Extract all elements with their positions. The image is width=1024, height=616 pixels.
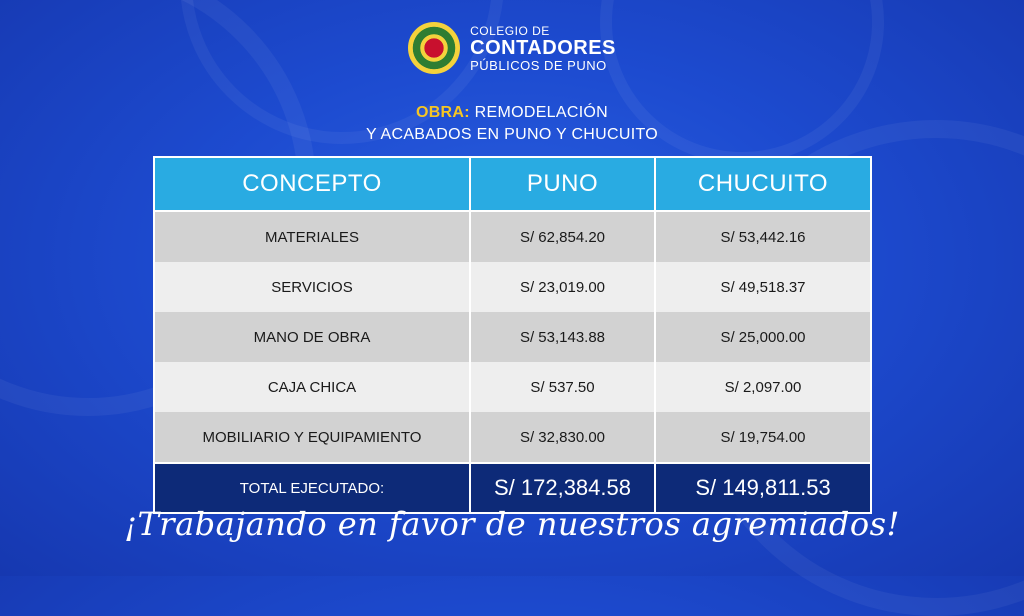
project-title-line-2: Y ACABADOS EN PUNO Y CHUCUITO bbox=[365, 126, 659, 143]
table-row bbox=[154, 362, 871, 412]
row-chucuito-value: S/ 19,754.00 bbox=[655, 412, 871, 463]
row-concept: MANO DE OBRA bbox=[154, 312, 470, 362]
table-row bbox=[154, 412, 871, 463]
project-title-line-1: REMODELACIÓN bbox=[474, 104, 609, 121]
table-row bbox=[154, 262, 871, 312]
row-concept: MATERIALES bbox=[154, 211, 470, 262]
row-concept: MOBILIARIO Y EQUIPAMIENTO bbox=[154, 412, 470, 463]
slogan: ¡Trabajando en favor de nuestros agremiados! bbox=[124, 505, 900, 543]
row-puno-value: S/ 537.50 bbox=[470, 362, 655, 412]
row-chucuito-value: S/ 2,097.00 bbox=[655, 362, 871, 412]
row-puno-value: S/ 53,143.88 bbox=[470, 312, 655, 362]
row-concept: CAJA CHICA bbox=[154, 362, 470, 412]
row-chucuito-value: S/ 25,000.00 bbox=[655, 312, 871, 362]
college-seal-icon bbox=[408, 22, 460, 74]
total-label: TOTAL EJECUTADO: bbox=[154, 463, 470, 513]
total-puno-value: S/ 172,384.58 bbox=[470, 463, 655, 513]
row-puno-value: S/ 32,830.00 bbox=[470, 412, 655, 463]
row-chucuito-value: S/ 49,518.37 bbox=[655, 262, 871, 312]
table-row bbox=[154, 312, 871, 362]
brand-line-2: CONTADORES bbox=[470, 36, 616, 59]
brand-name bbox=[470, 25, 616, 72]
header bbox=[0, 22, 1024, 74]
brand-line-3: PÚBLICOS DE PUNO bbox=[470, 57, 607, 73]
brand-line-1: COLEGIO DE bbox=[470, 23, 550, 38]
row-concept: SERVICIOS bbox=[154, 262, 470, 312]
table-row bbox=[154, 211, 871, 262]
row-chucuito-value: S/ 53,442.16 bbox=[655, 211, 871, 262]
total-chucuito-value: S/ 149,811.53 bbox=[655, 463, 871, 513]
header-concepto: CONCEPTO bbox=[154, 157, 470, 211]
expense-table bbox=[153, 156, 872, 514]
row-puno-value: S/ 23,019.00 bbox=[470, 262, 655, 312]
project-tag: OBRA: bbox=[415, 104, 470, 121]
header-puno: PUNO bbox=[470, 157, 655, 211]
project-title bbox=[0, 102, 1024, 146]
table-header-row bbox=[154, 157, 871, 211]
row-puno-value: S/ 62,854.20 bbox=[470, 211, 655, 262]
header-chucuito: CHUCUITO bbox=[655, 157, 871, 211]
